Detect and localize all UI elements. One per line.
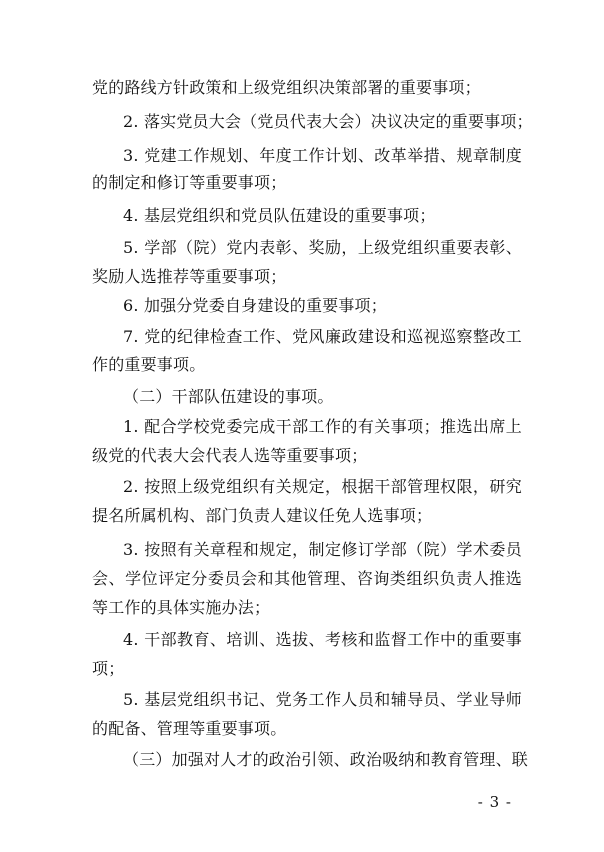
text-line: 3. 党建工作规划、年度工作计划、改革举措、规章制度 xyxy=(123,146,522,165)
text-line: 2. 落实党员大会（党员代表大会）决议决定的重要事项； xyxy=(123,112,533,131)
text-line: 4. 干部教育、培训、选拔、考核和监督工作中的重要事 xyxy=(123,630,522,649)
text-line: 等工作的具体实施办法； xyxy=(92,598,271,617)
text-line: 级党的代表大会代表人选等重要事项； xyxy=(92,446,368,465)
text-line: 6. 加强分党委自身建设的重要事项； xyxy=(123,296,387,315)
text-line: 作的重要事项。 xyxy=(92,355,206,374)
text-line: 的制定和修订等重要事项； xyxy=(92,173,287,192)
text-line: 奖励人选推荐等重要事项； xyxy=(92,267,287,286)
text-line: 5. 基层党组织书记、党务工作人员和辅导员、学业导师 xyxy=(123,690,522,709)
text-line: 3. 按照有关章程和规定，制定修订学部（院）学术委员 xyxy=(123,540,522,559)
text-line: 7. 党的纪律检查工作、党风廉政建设和巡视巡察整改工 xyxy=(123,327,522,346)
text-line: 5. 学部（院）党内表彰、奖励，上级党组织重要表彰、 xyxy=(123,238,522,257)
text-line: 会、学位评定分委员会和其他管理、咨询类组织负责人推选 xyxy=(92,569,522,588)
text-line: 党的路线方针政策和上级党组织决策部署的重要事项； xyxy=(92,78,481,97)
section-heading: （三）加强对人才的政治引领、政治吸纳和教育管理、联 xyxy=(123,750,529,769)
text-line: 的配备、管理等重要事项。 xyxy=(92,719,287,738)
text-line: 1. 配合学校党委完成干部工作的有关事项；推选出席上 xyxy=(123,417,522,436)
section-heading: （二）干部队伍建设的事项。 xyxy=(123,387,334,406)
text-line: 项； xyxy=(92,659,125,678)
text-line: 2. 按照上级党组织有关规定，根据干部管理权限，研究 xyxy=(123,477,522,496)
page-number: - 3 - xyxy=(477,793,512,811)
text-line: 提名所属机构、部门负责人建议任免人选事项； xyxy=(92,506,433,525)
text-line: 4. 基层党组织和党员队伍建设的重要事项； xyxy=(123,206,436,225)
